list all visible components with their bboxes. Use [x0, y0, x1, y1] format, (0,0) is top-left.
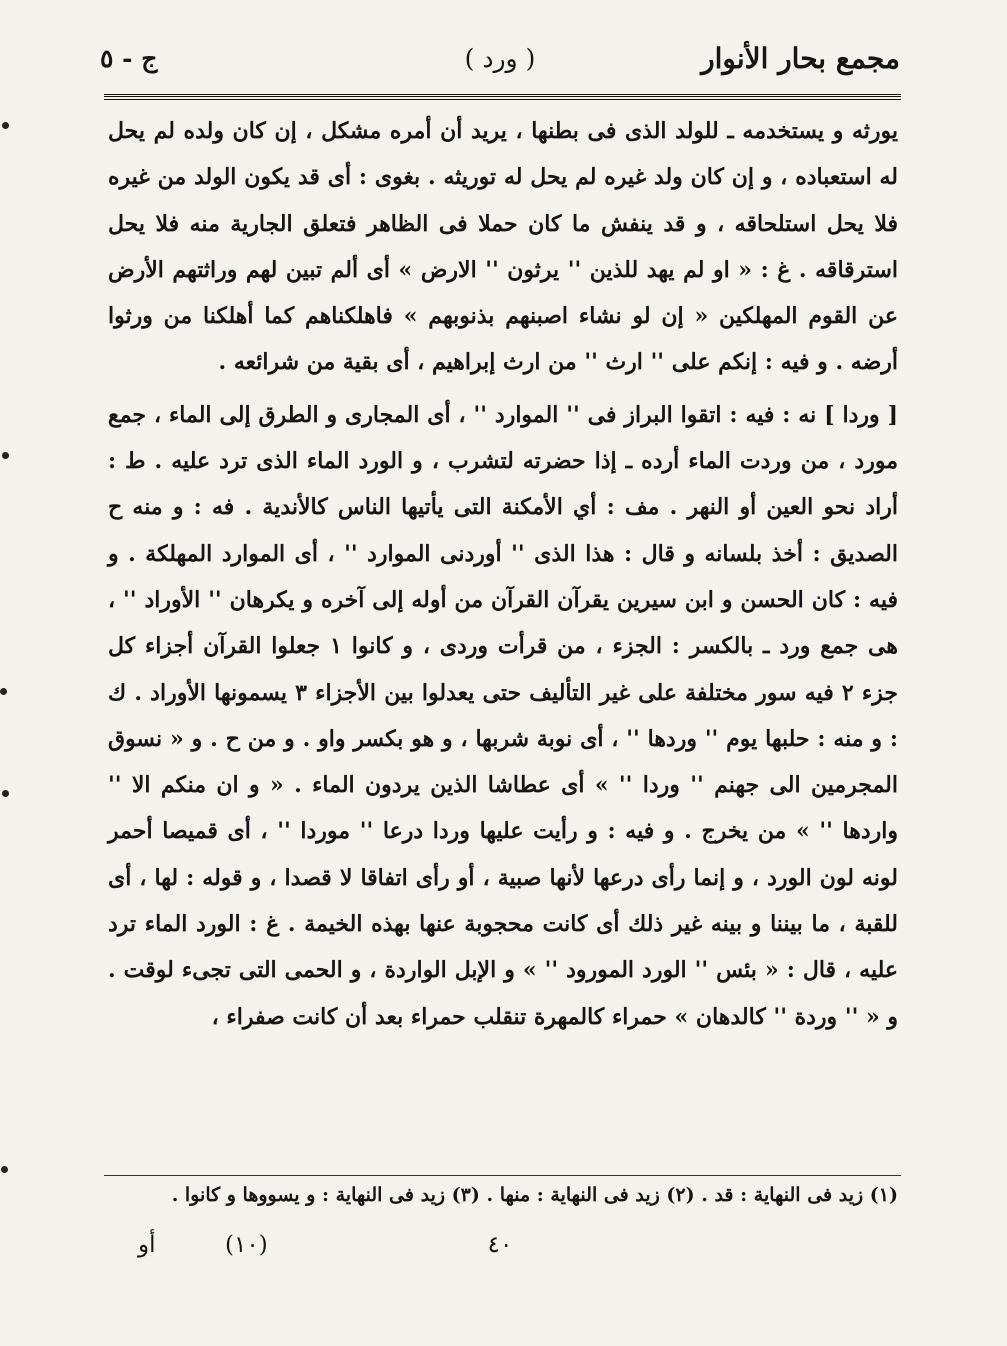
paragraph-2: [ وردا ] نه : فيه : اتقوا البراز فى '' الموارد '' ، أى المجارى و الطرق إلى الماء ، جمع مورد ، من وردت الماء أرده ـ إذا حضرته لتشرب ، و الورد الماء الذى ترد عليه . ط : أراد نحو العين أو النهر . مف : أي الأمكنة التى يأتيها الناس كالأندية . فه : و منه ح الصديق : أخذ بلسانه و قال : هذا الذى '' أوردنى الموارد '' ، أى الموارد المهلكة . و فيه : كان الحسن و ابن سيرين يقرآن القرآن من أوله إلى آخره و يكرهان '' الأوراد '' ، هى جمع ورد ـ بالكسر : الجزء ، من قرأت وردى ، و كانوا ١ جعلوا القرآن أجزاء كل جزء ٢ فيه سور مختلفة على غير التأليف حتى يعدلوا بين الأجزاء ٣ يسمونها الأوراد . ك : و منه : حلبها يوم '' وردها '' ، أى نوبة شربها ، و هو بكسر واو . و من ح . و « نسوق المجرمين الى جهنم '' وردا '' » أى عطاشا الذين يردون الماء . « و ان منكم الا '' واردها '' » من يخرج . و فيه : و رأيت عليها وردا درعا '' موردا '' ، أى قميصا أحمر لونه لون الورد ، و إنما رأى درعها لأنها صبية ، أو رأى اتفاقا لا قصدا ، و قوله : لها ، أى للقبة ، ما بيننا و بينه غير ذلك أى كانت محجوبة عنها بهذه الخيمة . غ : الورد الماء ترد عليه ، قال : « بئس '' الورد المورود '' » و الإبل الواردة ، و الحمى التى تجىء لوقت . و « '' وردة '' كالدهان » حمراء كالمهرة تنقلب حمراء بعد أن كانت صفراء ،: [108, 401, 899, 1030]
page-number: ٤٠: [487, 1232, 513, 1258]
main-text: [108, 108, 898, 1040]
paragraph-1: يورثه و يستخدمه ـ للولد الذى فى بطنها ، يريد أن أمره مشكل ، إن كان ولده لم يحل له استعباده ، و إن كان ولد غيره لم يحل له توريثه . بغوى : أى قد يكون الولد من غيره فلا يحل استلحاقه ، و قد ينفش ما كان حملا فى الظاهر فتعلق الجارية منه فلا يحل استرقاقه . غ : « او لم يهد للذين '' يرثون '' الارض » أى ألم تبين لهم وراثتهم الأرض عن القوم المهلكين « إن لو نشاء اصبنهم بذنوبهم » فاهلكناهم كما أهلكنا من ورثوا أرضه . و فيه : إنكم على '' ارث '' من ارث إبراهيم ، أى بقية من شرائعه .: [108, 118, 898, 376]
book-title: مجمع بحار الأنوار: [701, 42, 900, 75]
footnote-rule: [104, 1175, 901, 1176]
signature-mark: (١٠): [225, 1232, 268, 1258]
catchword: أو: [138, 1232, 156, 1258]
entry-heading: ( ورد ): [464, 44, 536, 73]
scan-speck: [1, 1166, 8, 1173]
scan-speck: [2, 790, 9, 797]
scan-speck: [0, 688, 7, 695]
scan-speck: [2, 122, 9, 129]
running-header: [100, 30, 900, 80]
volume-number: ج - ٥: [100, 44, 158, 73]
header-rule: [104, 94, 901, 100]
scan-speck: [2, 452, 9, 459]
footnotes: (١) زيد فى النهاية : قد . (٢) زيد فى النهاية : منها . (٣) زيد فى النهاية : و يسووها و كانوا .: [171, 1184, 898, 1206]
